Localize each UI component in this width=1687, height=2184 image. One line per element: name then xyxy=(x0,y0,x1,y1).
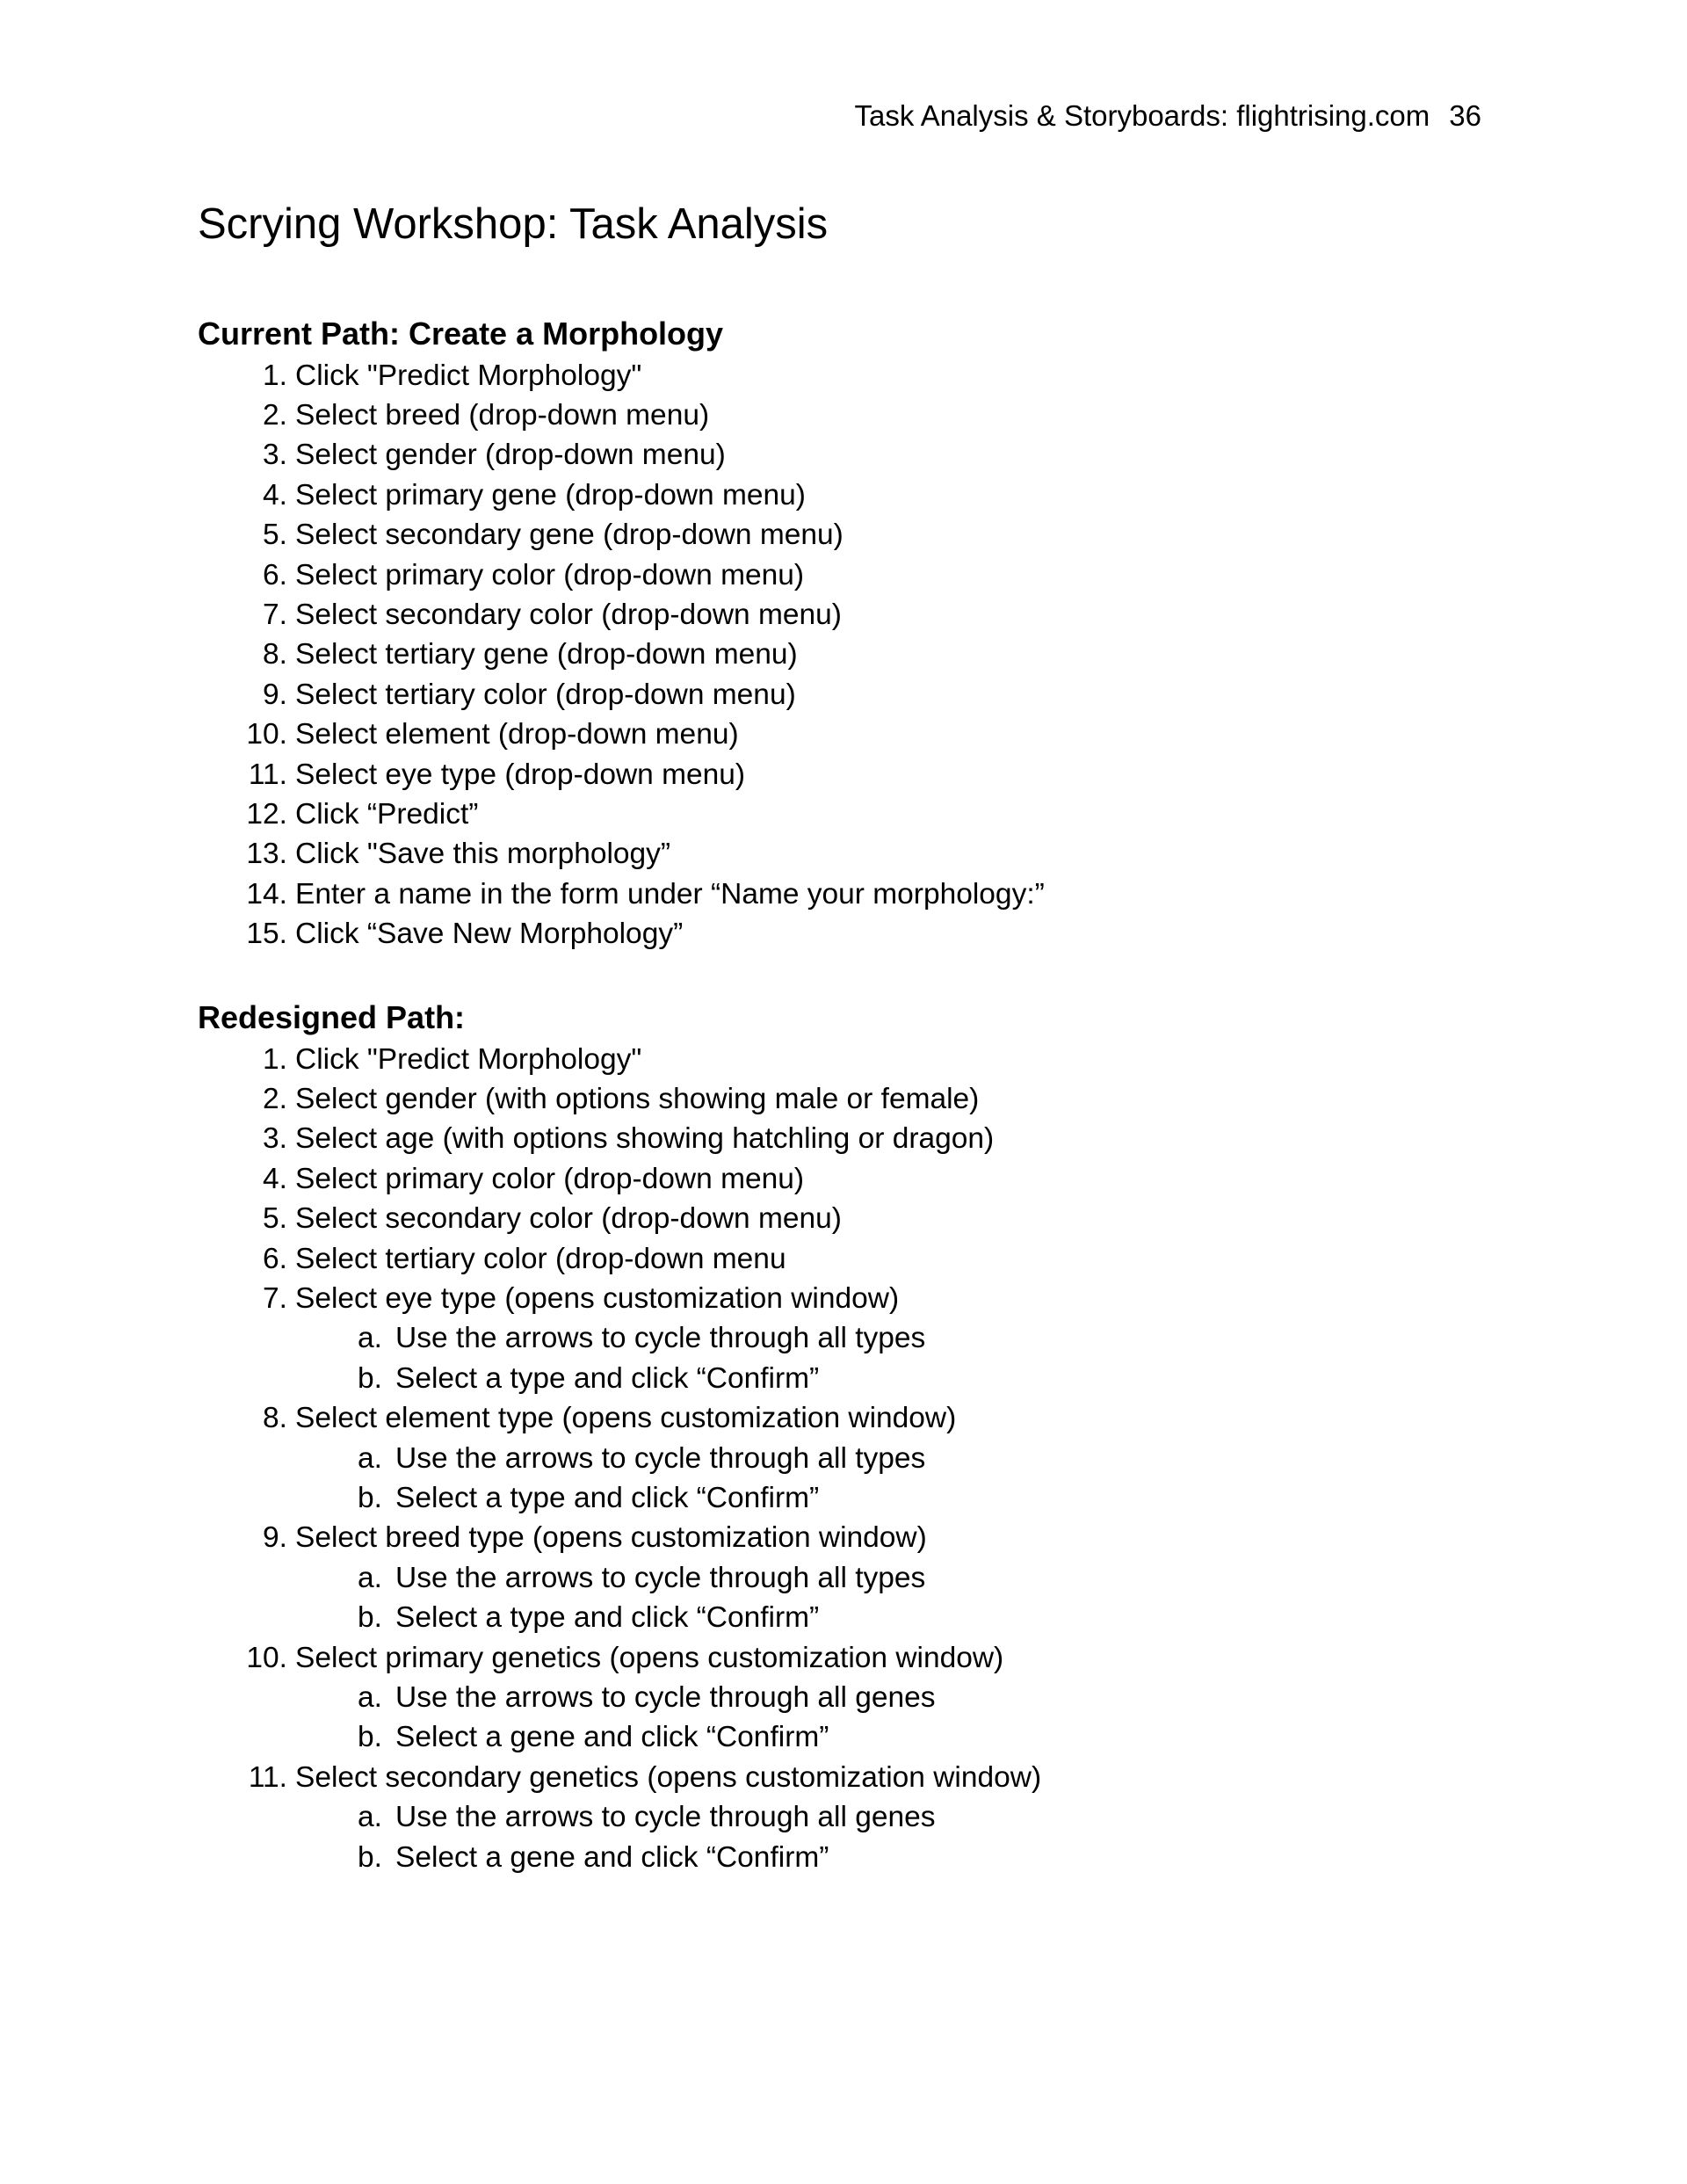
step-number: 2. xyxy=(263,399,287,432)
sub-list-item xyxy=(198,1558,1041,1598)
list-item xyxy=(198,595,1045,635)
step-text: Select eye type (opens customization window) xyxy=(295,1282,900,1316)
step-number: 15. xyxy=(246,918,287,951)
sub-list-item xyxy=(198,1478,1041,1518)
sub-step-text: Select a type and click “Confirm” xyxy=(395,1481,820,1514)
step-number: 10. xyxy=(246,1641,287,1674)
sub-list-item xyxy=(198,1439,1041,1478)
sub-list-item xyxy=(198,1678,1041,1717)
step-number: 11. xyxy=(248,1760,287,1794)
sub-step-text: Use the arrows to cycle through all types xyxy=(395,1441,926,1475)
current-path-steps xyxy=(198,356,1045,954)
list-item xyxy=(198,1120,1041,1159)
step-number: 6. xyxy=(263,1242,287,1275)
list-item xyxy=(198,1200,1041,1239)
list-item xyxy=(198,1638,1041,1678)
list-item xyxy=(198,755,1045,795)
list-item xyxy=(198,555,1045,595)
step-number: 4. xyxy=(263,1162,287,1195)
step-text: Select tertiary color (drop-down menu xyxy=(295,1242,786,1275)
step-text: Select secondary genetics (opens customization window) xyxy=(295,1760,1042,1794)
list-item xyxy=(198,356,1045,395)
list-item xyxy=(198,835,1045,874)
step-number: 5. xyxy=(263,1202,287,1236)
step-text: Select primary genetics (opens customization window) xyxy=(295,1641,1004,1674)
step-text: Select element type (opens customization window) xyxy=(295,1402,957,1435)
sub-list-item xyxy=(198,1718,1041,1758)
step-text: Select age (with options showing hatchling or dragon) xyxy=(295,1122,995,1156)
step-text: Click "Predict Morphology" xyxy=(295,359,642,392)
sub-list-item xyxy=(198,1359,1041,1398)
list-item xyxy=(198,475,1045,515)
sub-step-text: Select a type and click “Confirm” xyxy=(395,1361,820,1395)
sub-step-letter: a. xyxy=(358,1322,382,1355)
step-number: 11. xyxy=(248,758,287,791)
list-item xyxy=(198,795,1045,834)
step-text: Select primary color (drop-down menu) xyxy=(295,558,805,591)
list-item xyxy=(198,675,1045,715)
list-item xyxy=(198,436,1045,475)
step-number: 4. xyxy=(263,478,287,512)
step-text: Select secondary color (drop-down menu) xyxy=(295,1202,842,1236)
step-text: Select gender (drop-down menu) xyxy=(295,439,726,472)
step-text: Select element (drop-down menu) xyxy=(295,718,739,751)
sub-step-letter: b. xyxy=(358,1601,382,1635)
running-header xyxy=(855,98,1481,134)
step-number: 5. xyxy=(263,519,287,552)
sub-list-item xyxy=(198,1598,1041,1637)
sub-list-item xyxy=(198,1319,1041,1359)
step-number: 7. xyxy=(263,599,287,632)
step-number: 8. xyxy=(263,1402,287,1435)
current-path-heading: Current Path: Create a Morphology xyxy=(198,316,724,352)
step-number: 7. xyxy=(263,1282,287,1316)
list-item xyxy=(198,1079,1041,1119)
list-item xyxy=(198,1519,1041,1558)
list-item xyxy=(198,1239,1041,1279)
step-number: 1. xyxy=(263,359,287,392)
step-number: 8. xyxy=(263,638,287,671)
sub-step-letter: b. xyxy=(358,1840,382,1874)
sub-step-letter: a. xyxy=(358,1801,382,1834)
step-text: Select gender (with options showing male or female) xyxy=(295,1083,980,1116)
list-item xyxy=(198,516,1045,555)
running-header-title: Task Analysis & Storyboards: flightrising.com xyxy=(854,99,1430,132)
list-item xyxy=(198,715,1045,755)
list-item xyxy=(198,1758,1041,1797)
page-title: Scrying Workshop: Task Analysis xyxy=(198,200,829,248)
redesigned-path-steps xyxy=(198,1040,1041,1877)
step-number: 12. xyxy=(246,797,287,831)
page-number: 36 xyxy=(1449,99,1481,132)
sub-step-text: Select a gene and click “Confirm” xyxy=(395,1840,829,1874)
list-item xyxy=(198,635,1045,675)
list-item xyxy=(198,1279,1041,1318)
sub-list-item xyxy=(198,1797,1041,1837)
step-text: Select eye type (drop-down menu) xyxy=(295,758,746,791)
step-number: 3. xyxy=(263,1122,287,1156)
step-text: Enter a name in the form under “Name your morphology:” xyxy=(295,877,1045,911)
list-item xyxy=(198,914,1045,954)
step-number: 9. xyxy=(263,678,287,711)
sub-step-text: Use the arrows to cycle through all genes xyxy=(395,1801,936,1834)
step-text: Select primary gene (drop-down menu) xyxy=(295,478,806,512)
step-number: 3. xyxy=(263,439,287,472)
list-item xyxy=(198,1040,1041,1079)
step-text: Select tertiary color (drop-down menu) xyxy=(295,678,796,711)
list-item xyxy=(198,1159,1041,1199)
sub-step-text: Use the arrows to cycle through all types xyxy=(395,1561,926,1594)
step-text: Click “Save New Morphology” xyxy=(295,918,684,951)
step-text: Select tertiary gene (drop-down menu) xyxy=(295,638,798,671)
sub-step-text: Use the arrows to cycle through all genes xyxy=(395,1680,936,1714)
step-text: Select breed type (opens customization window) xyxy=(295,1521,927,1555)
sub-step-letter: b. xyxy=(358,1481,382,1514)
sub-step-letter: a. xyxy=(358,1561,382,1594)
step-text: Select secondary color (drop-down menu) xyxy=(295,599,842,632)
step-text: Select secondary gene (drop-down menu) xyxy=(295,519,844,552)
step-number: 10. xyxy=(246,718,287,751)
step-number: 9. xyxy=(263,1521,287,1555)
redesigned-path-heading: Redesigned Path: xyxy=(198,999,466,1035)
list-item xyxy=(198,874,1045,914)
step-text: Select breed (drop-down menu) xyxy=(295,399,710,432)
step-text: Click "Save this morphology” xyxy=(295,838,671,871)
step-text: Select primary color (drop-down menu) xyxy=(295,1162,805,1195)
step-text: Click "Predict Morphology" xyxy=(295,1042,642,1076)
list-item xyxy=(198,1399,1041,1439)
sub-list-item xyxy=(198,1838,1041,1877)
step-number: 1. xyxy=(263,1042,287,1076)
sub-step-letter: a. xyxy=(358,1680,382,1714)
sub-step-text: Select a type and click “Confirm” xyxy=(395,1601,820,1635)
sub-step-letter: b. xyxy=(358,1721,382,1754)
step-number: 14. xyxy=(246,877,287,911)
sub-step-text: Select a gene and click “Confirm” xyxy=(395,1721,829,1754)
sub-step-letter: a. xyxy=(358,1441,382,1475)
sub-step-text: Use the arrows to cycle through all types xyxy=(395,1322,926,1355)
step-text: Click “Predict” xyxy=(295,797,479,831)
step-number: 6. xyxy=(263,558,287,591)
sub-step-letter: b. xyxy=(358,1361,382,1395)
step-number: 13. xyxy=(246,838,287,871)
list-item xyxy=(198,395,1045,435)
step-number: 2. xyxy=(263,1083,287,1116)
